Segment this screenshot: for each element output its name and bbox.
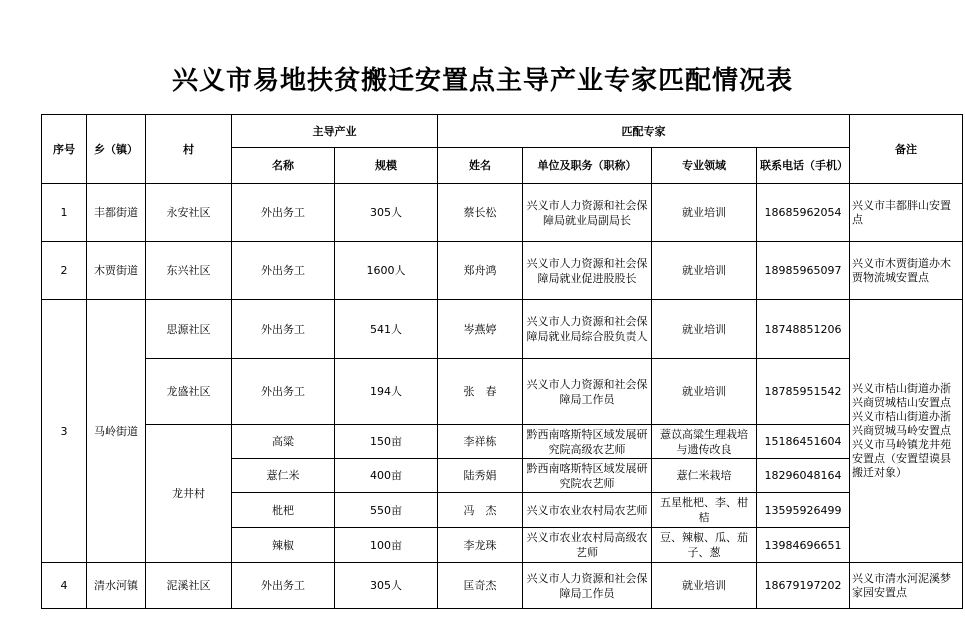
cell-village: 龙盛社区: [146, 359, 232, 425]
cell-scale: 1600人: [335, 242, 438, 300]
cell-industry: 外出务工: [232, 242, 335, 300]
cell-scale: 550亩: [335, 493, 438, 528]
cell-expert-name: 匡奇杰: [438, 563, 523, 609]
cell-phone: 18296048164: [757, 459, 850, 493]
header-industry-scale: 规模: [335, 148, 438, 184]
header-industry-group: 主导产业: [232, 115, 438, 148]
cell-expert-unit: 黔西南喀斯特区域发展研究院农艺师: [523, 459, 652, 493]
cell-expert-unit: 兴义市农业农村局农艺师: [523, 493, 652, 528]
header-expert-phone: 联系电话（手机）: [757, 148, 850, 184]
cell-phone: 18985965097: [757, 242, 850, 300]
table-row: [42, 563, 963, 609]
cell-expert-unit: 兴义市人力资源和社会保障局就业局副局长: [523, 184, 652, 242]
cell-expert-name: 李祥栋: [438, 425, 523, 459]
cell-seq: 2: [42, 242, 87, 300]
header-seq: 序号: [42, 115, 87, 184]
cell-industry: 外出务工: [232, 563, 335, 609]
cell-phone: 18748851206: [757, 300, 850, 359]
cell-expert-name: 张 春: [438, 359, 523, 425]
cell-seq: 1: [42, 184, 87, 242]
cell-expert-field: 就业培训: [652, 242, 757, 300]
header-expert-field: 专业领域: [652, 148, 757, 184]
cell-expert-field: 薏苡高粱生理栽培与遗传改良: [652, 425, 757, 459]
cell-note: 兴义市桔山街道办浙兴商贸城桔山安置点 兴义市桔山街道办浙兴商贸城马岭安置点 兴义市马岭镇龙井苑安置点（安置望谟县搬迁对象）: [850, 300, 963, 563]
cell-scale: 194人: [335, 359, 438, 425]
cell-expert-field: 豆、辣椒、瓜、茄子、葱: [652, 528, 757, 563]
cell-expert-unit: 兴义市人力资源和社会保障局工作员: [523, 563, 652, 609]
header-expert-group: 匹配专家: [438, 115, 850, 148]
cell-expert-field: 五星枇杷、李、柑桔: [652, 493, 757, 528]
cell-seq: 4: [42, 563, 87, 609]
cell-village: 泥溪社区: [146, 563, 232, 609]
header-industry-name: 名称: [232, 148, 335, 184]
cell-industry: 枇杷: [232, 493, 335, 528]
cell-village: 东兴社区: [146, 242, 232, 300]
table-row: [42, 242, 963, 300]
cell-phone: 18785951542: [757, 359, 850, 425]
cell-town: 清水河镇: [87, 563, 146, 609]
cell-expert-name: 冯 杰: [438, 493, 523, 528]
cell-expert-unit: 兴义市人力资源和社会保障局工作员: [523, 359, 652, 425]
cell-note: 兴义市木贾街道办木贾物流城安置点: [850, 242, 963, 300]
cell-scale: 305人: [335, 563, 438, 609]
cell-note: 兴义市清水河泥溪梦家园安置点: [850, 563, 963, 609]
cell-scale: 305人: [335, 184, 438, 242]
cell-expert-unit: 兴义市人力资源和社会保障局就业局综合股负责人: [523, 300, 652, 359]
header-expert-unit: 单位及职务（职称）: [523, 148, 652, 184]
table-row: [42, 184, 963, 242]
cell-town: 木贾街道: [87, 242, 146, 300]
cell-industry: 外出务工: [232, 300, 335, 359]
cell-industry: 高粱: [232, 425, 335, 459]
header-expert-name: 姓名: [438, 148, 523, 184]
cell-scale: 100亩: [335, 528, 438, 563]
cell-phone: 18679197202: [757, 563, 850, 609]
cell-expert-field: 就业培训: [652, 359, 757, 425]
cell-expert-unit: 黔西南喀斯特区域发展研究院高级农艺师: [523, 425, 652, 459]
cell-expert-unit: 兴义市农业农村局高级农艺师: [523, 528, 652, 563]
cell-scale: 400亩: [335, 459, 438, 493]
cell-industry: 外出务工: [232, 359, 335, 425]
cell-industry: 外出务工: [232, 184, 335, 242]
cell-town: 丰都街道: [87, 184, 146, 242]
table-row: [42, 425, 963, 459]
cell-expert-name: 郑舟鸿: [438, 242, 523, 300]
cell-industry: 薏仁米: [232, 459, 335, 493]
cell-phone: 13984696651: [757, 528, 850, 563]
table-row: [42, 300, 963, 359]
cell-note: 兴义市丰都胖山安置点: [850, 184, 963, 242]
expert-matching-table: [41, 114, 963, 609]
cell-expert-field: 就业培训: [652, 300, 757, 359]
cell-expert-unit: 兴义市人力资源和社会保障局就业促进股股长: [523, 242, 652, 300]
table-row: [42, 359, 963, 425]
header-town: 乡（镇）: [87, 115, 146, 184]
cell-expert-name: 陆秀娟: [438, 459, 523, 493]
cell-town: 马岭街道: [87, 300, 146, 563]
cell-scale: 150亩: [335, 425, 438, 459]
cell-village: 思源社区: [146, 300, 232, 359]
cell-expert-name: 蔡长松: [438, 184, 523, 242]
cell-phone: 13595926499: [757, 493, 850, 528]
header-village: 村: [146, 115, 232, 184]
cell-expert-field: 薏仁米栽培: [652, 459, 757, 493]
cell-phone: 18685962054: [757, 184, 850, 242]
cell-expert-field: 就业培训: [652, 184, 757, 242]
cell-village: 龙井村: [146, 425, 232, 563]
cell-village: 永安社区: [146, 184, 232, 242]
header-note: 备注: [850, 115, 963, 184]
cell-seq: 3: [42, 300, 87, 563]
cell-expert-name: 岑燕婷: [438, 300, 523, 359]
cell-expert-field: 就业培训: [652, 563, 757, 609]
cell-scale: 541人: [335, 300, 438, 359]
cell-phone: 15186451604: [757, 425, 850, 459]
cell-expert-name: 李龙珠: [438, 528, 523, 563]
cell-industry: 辣椒: [232, 528, 335, 563]
page-title: 兴义市易地扶贫搬迁安置点主导产业专家匹配情况表: [171, 66, 793, 96]
